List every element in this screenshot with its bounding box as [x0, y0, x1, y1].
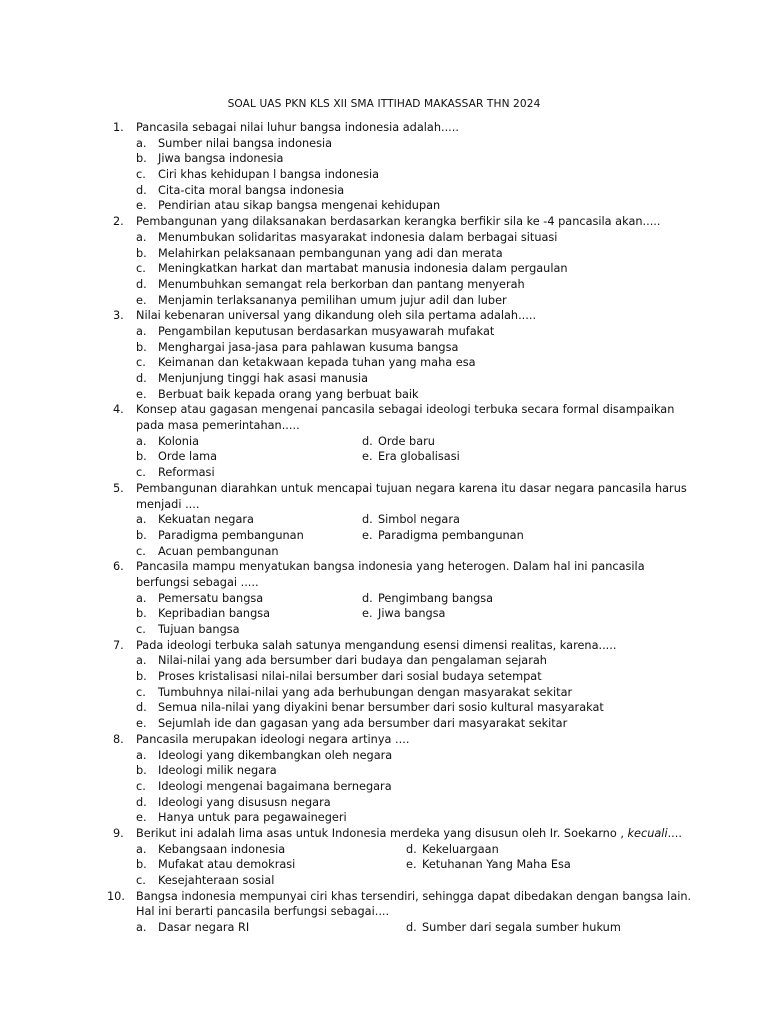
option-letter: a.	[136, 513, 147, 527]
question-text: Pancasila merupakan ideologi negara artinya ....	[136, 732, 410, 746]
answer-option	[0, 716, 768, 732]
option-text: Sumber dari segala sumber hukum	[422, 921, 621, 935]
option-text: Ideologi yang disususn negara	[158, 795, 331, 809]
option-text: Orde lama	[158, 450, 218, 464]
answer-option-row	[0, 465, 768, 481]
option-letter: c.	[136, 168, 146, 182]
option-text: Menjunjung tinggi hak asasi manusia	[158, 372, 369, 385]
answer-option	[0, 669, 768, 685]
option-letter: d.	[136, 277, 147, 291]
option-text: Melahirkan pelaksanaan pembangunan yang adi dan merata	[158, 246, 503, 260]
question-number: 9.	[113, 826, 124, 840]
answer-option	[0, 230, 768, 246]
option-letter: c.	[136, 623, 146, 636]
answer-option	[0, 246, 768, 262]
option-text: Kepribadian bangsa	[158, 607, 271, 621]
answer-option	[0, 795, 768, 811]
option-letter: b.	[136, 670, 147, 684]
question-line	[0, 575, 768, 591]
question-number: 4.	[113, 403, 124, 417]
option-text: Menghargai jasa-jasa para pahlawan kusuma bangsa	[158, 340, 459, 354]
option-letter: e.	[362, 607, 373, 621]
answer-option	[0, 340, 768, 356]
option-letter: a.	[136, 748, 147, 762]
answer-option	[0, 151, 768, 167]
option-text: Tumbuhnya nilai-nilai yang ada berhubungan dengan masyarakat sekitar	[158, 685, 573, 699]
option-text: Simbol negara	[378, 513, 460, 527]
answer-option	[0, 371, 768, 387]
option-letter: c.	[136, 544, 146, 558]
question-text: Pada ideologi terbuka salah satunya mengandung esensi dimensi realitas, karena.....	[136, 638, 617, 652]
option-text: Acuan pembangunan	[158, 544, 279, 558]
answer-option	[0, 198, 768, 214]
question-text: Hal ini berarti pancasila berfungsi sebagai....	[136, 905, 390, 919]
option-letter: c.	[136, 466, 146, 480]
question-item	[0, 559, 768, 637]
option-text: Hanya untuk para pegawainegeri	[158, 811, 347, 825]
answer-option	[0, 167, 768, 183]
option-text: Menjamin terlaksananya pemilihan umum jujur adil dan luber	[158, 293, 507, 307]
option-letter: a.	[136, 842, 147, 856]
answer-option	[0, 700, 768, 716]
option-text: Nilai-nilai yang ada bersumber dari budaya dan pengalaman sejarah	[158, 654, 547, 668]
question-text: Pancasila sebagai nilai luhur bangsa indonesia adalah.....	[136, 121, 459, 134]
option-text: Kekuatan negara	[158, 513, 254, 527]
option-text: Berbuat baik kepada orang yang berbuat baik	[158, 387, 419, 401]
option-letter: c.	[136, 779, 146, 793]
question-number: 5.	[113, 481, 124, 495]
option-letter: d.	[362, 513, 373, 527]
option-letter: d.	[362, 434, 373, 448]
answer-option-row	[0, 920, 768, 936]
option-text: Mufakat atau demokrasi	[158, 858, 296, 872]
question-item	[0, 214, 768, 308]
answer-option	[0, 324, 768, 340]
question-text: berfungsi sebagai .....	[136, 575, 259, 589]
option-letter: d.	[362, 591, 373, 605]
question-text: Bangsa indonesia mempunyai ciri khas tersendiri, sehingga dapat dibedakan dengan bangsa lain.	[136, 889, 692, 903]
option-text: Jiwa bangsa	[378, 607, 446, 621]
question-line	[0, 481, 768, 497]
answer-option-row	[0, 449, 768, 465]
question-item	[0, 638, 768, 732]
answer-option	[0, 136, 768, 152]
option-letter: c.	[136, 262, 146, 276]
question-number: 8.	[113, 732, 124, 746]
option-letter: a.	[136, 324, 147, 338]
option-text: Tujuan bangsa	[158, 623, 240, 636]
answer-option-row	[0, 873, 768, 889]
question-line	[0, 497, 768, 513]
question-line	[0, 214, 768, 230]
option-text: Cita-cita moral bangsa indonesia	[158, 183, 345, 197]
option-letter: a.	[136, 434, 147, 448]
option-letter: b.	[136, 858, 147, 872]
option-text: Dasar negara RI	[158, 921, 250, 935]
option-letter: b.	[136, 246, 147, 260]
option-text: Keimanan dan ketakwaan kepada tuhan yang maha esa	[158, 356, 476, 370]
question-line	[0, 418, 768, 434]
option-letter: c.	[136, 356, 146, 370]
option-letter: d.	[406, 921, 417, 935]
option-letter: a.	[136, 921, 147, 935]
option-letter: d.	[136, 795, 147, 809]
answer-option	[0, 779, 768, 795]
option-letter: d.	[136, 372, 147, 385]
question-line	[0, 120, 768, 136]
question-line	[0, 889, 768, 905]
option-letter: a.	[136, 136, 147, 150]
question-text: Pembangunan diarahkan untuk mencapai tujuan negara karena itu dasar negara pancasila harus	[136, 481, 687, 495]
option-text: Semua nila-nilai yang diyakini benar bersumber dari sosio kultural masyarakat	[158, 701, 604, 715]
answer-option-row	[0, 544, 768, 560]
option-letter: e.	[136, 387, 147, 401]
question-item	[0, 120, 768, 214]
option-text: Jiwa bangsa indonesia	[158, 152, 284, 166]
option-text: Kolonia	[158, 434, 200, 448]
answer-option	[0, 685, 768, 701]
option-text: Kekeluargaan	[422, 842, 499, 856]
answer-option-row	[0, 512, 768, 528]
question-text: Berikut ini adalah lima asas untuk Indonesia merdeka yang disusun oleh Ir. Soekarno , kecuali....	[136, 826, 682, 840]
answer-option	[0, 763, 768, 779]
answer-option	[0, 387, 768, 403]
option-text: Paradigma pembangunan	[158, 528, 304, 542]
question-number: 3.	[113, 309, 124, 323]
question-emphasis: kecuali	[627, 826, 668, 840]
option-letter: a.	[136, 591, 147, 605]
question-number: 2.	[113, 215, 124, 229]
answer-option-row	[0, 842, 768, 858]
question-item	[0, 308, 768, 402]
question-text: menjadi ....	[136, 497, 200, 511]
answer-option	[0, 183, 768, 199]
option-letter: d.	[136, 701, 147, 715]
option-letter: e.	[362, 450, 373, 464]
question-line	[0, 402, 768, 418]
answer-option	[0, 293, 768, 309]
option-text: Sejumlah ide dan gagasan yang ada bersumber dari masyarakat sekitar	[158, 717, 568, 731]
question-text: Pancasila mampu menyatukan bangsa indonesia yang heterogen. Dalam hal ini pancasila	[136, 560, 645, 574]
answer-option-row	[0, 606, 768, 622]
option-letter: d.	[406, 842, 417, 856]
option-text: Ideologi yang dikembangkan oleh negara	[158, 748, 393, 762]
option-text: Ketuhanan Yang Maha Esa	[422, 858, 571, 872]
question-number: 1.	[113, 121, 124, 134]
answer-option-row	[0, 434, 768, 450]
option-letter: b.	[136, 450, 147, 464]
option-text: Kesejahteraan sosial	[158, 874, 275, 887]
option-letter: b.	[136, 340, 147, 354]
option-text: Era globalisasi	[378, 450, 460, 464]
question-line	[0, 638, 768, 654]
answer-option-row	[0, 591, 768, 607]
question-number: 7.	[113, 638, 124, 652]
option-text: Pendirian atau sikap bangsa mengenai kehidupan	[158, 199, 441, 213]
option-letter: b.	[136, 607, 147, 621]
option-letter: b.	[136, 528, 147, 542]
question-line	[0, 308, 768, 324]
question-text: Nilai kebenaran universal yang dikandung oleh sila pertama adalah.....	[136, 309, 537, 323]
option-text: Sumber nilai bangsa indonesia	[158, 136, 333, 150]
option-text: Menumbuhkan semangat rela berkorban dan pantang menyerah	[158, 277, 525, 291]
question-number: 6.	[113, 560, 124, 574]
answer-option-row	[0, 622, 768, 638]
option-text: Ciri khas kehidupan l bangsa indonesia	[158, 168, 380, 182]
option-text: Proses kristalisasi nilai-nilai bersumber dari sosial budaya setempat	[158, 670, 542, 684]
option-text: Ideologi milik negara	[158, 764, 277, 778]
option-letter: e.	[136, 717, 147, 731]
option-text: Kebangsaan indonesia	[158, 842, 286, 856]
question-item	[0, 732, 768, 826]
page-title: SOAL UAS PKN KLS XII SMA ITTIHAD MAKASSAR THN 2024	[227, 98, 541, 110]
answer-option	[0, 261, 768, 277]
option-letter: e.	[136, 293, 147, 307]
answer-option	[0, 653, 768, 669]
option-letter: e.	[136, 199, 147, 213]
option-letter: a.	[136, 654, 147, 668]
option-letter: a.	[136, 230, 147, 244]
option-letter: c.	[136, 685, 146, 699]
question-line	[0, 732, 768, 748]
question-text: pada masa pemerintahan.....	[136, 419, 300, 433]
question-item	[0, 402, 768, 480]
option-letter: d.	[136, 183, 147, 197]
answer-option	[0, 355, 768, 371]
option-text: Reformasi	[158, 466, 215, 480]
question-text: Pembangunan yang dilaksanakan berdasarkan kerangka berfikir sila ke -4 pancasila akan.....	[136, 215, 661, 229]
option-text: Menumbukan solidaritas masyarakat indonesia dalam berbagai situasi	[158, 230, 558, 244]
question-line	[0, 904, 768, 920]
question-line	[0, 826, 768, 842]
option-text: Orde baru	[378, 434, 435, 448]
question-item	[0, 889, 768, 936]
question-item	[0, 481, 768, 559]
option-text: Pengimbang bangsa	[378, 591, 494, 605]
option-letter: e.	[136, 811, 147, 825]
option-text: Paradigma pembangunan	[378, 528, 524, 542]
answer-option	[0, 748, 768, 764]
question-number: 10.	[107, 889, 125, 903]
option-text: Pengambilan keputusan berdasarkan musyawarah mufakat	[158, 324, 495, 338]
answer-option-row	[0, 528, 768, 544]
answer-option-row	[0, 857, 768, 873]
option-letter: e.	[406, 858, 417, 872]
option-text: Meningkatkan harkat dan martabat manusia indonesia dalam pergaulan	[158, 262, 568, 276]
option-letter: b.	[136, 152, 147, 166]
option-text: Pemersatu bangsa	[158, 591, 264, 605]
question-item	[0, 826, 768, 889]
question-list	[0, 120, 768, 936]
answer-option	[0, 277, 768, 293]
answer-option	[0, 810, 768, 826]
option-letter: c.	[136, 874, 146, 887]
question-line	[0, 559, 768, 575]
option-letter: b.	[136, 764, 147, 778]
option-letter: e.	[362, 528, 373, 542]
question-text: Konsep atau gagasan mengenai pancasila sebagai ideologi terbuka secara formal disampaikan	[136, 403, 675, 417]
option-text: Ideologi mengenai bagaimana bernegara	[158, 779, 392, 793]
